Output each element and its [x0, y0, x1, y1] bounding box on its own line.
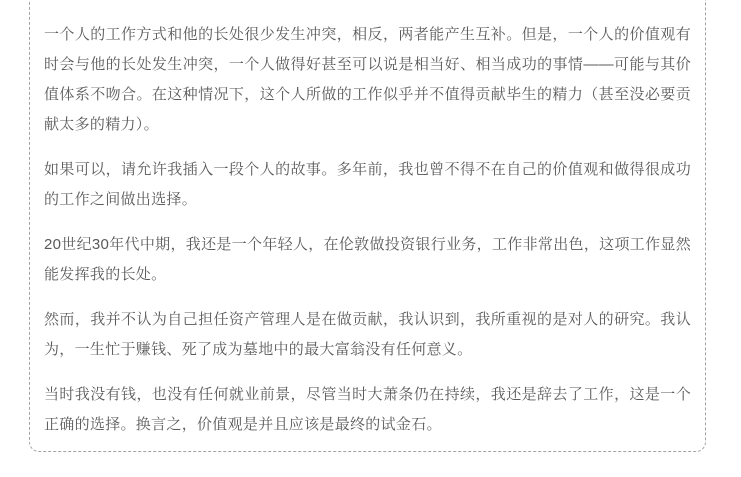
- paragraph-personal-story-intro: 如果可以，请允许我插入一段个人的故事。多年前，我也曾不得不在自己的价值观和做得很成功的工作之间做出选择。: [44, 161, 691, 208]
- paragraph-quit-job-conclusion: 当时我没有钱，也没有任何就业前景，尽管当时大萧条仍在持续，我还是辞去了工作，这是一个正确的选择。换言之，价值观是并且应该是最终的试金石。: [44, 386, 691, 433]
- paragraph-asset-manager-reflection: 然而，我并不认为自己担任资产管理人是在做贡献，我认识到，我所重视的是对人的研究。我认为，一生忙于赚钱、死了成为墓地中的最大富翁没有任何意义。: [44, 311, 691, 358]
- paragraph-work-style-vs-values: 一个人的工作方式和他的长处很少发生冲突，相反，两者能产生互补。但是，一个人的价值观有时会与他的长处发生冲突，一个人做得好甚至可以说是相当好、相当成功的事情——可能与其价值体系不吻合。在这种情况下，这个人所做的工作似乎并不值得贡献毕生的精力（甚至没必要贡献太多的精力）。: [44, 26, 691, 133]
- paragraph-london-banking: 20世纪30年代中期，我还是一个年轻人，在伦敦做投资银行业务，工作非常出色，这项工作显然能发挥我的长处。: [44, 236, 691, 283]
- quote-block: [29, 0, 706, 452]
